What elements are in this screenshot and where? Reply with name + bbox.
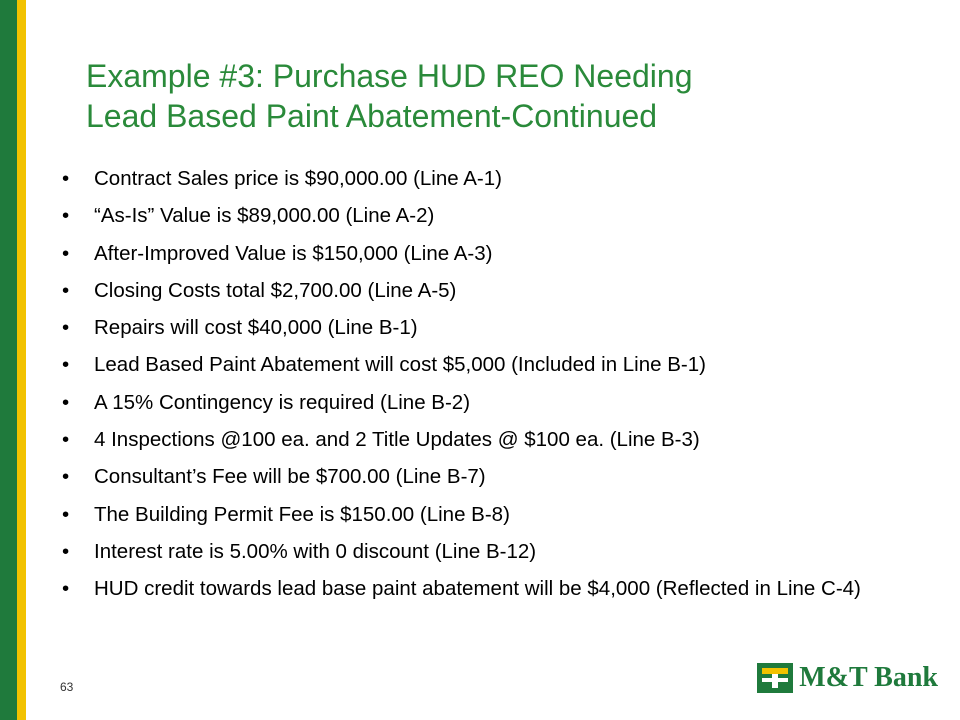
left-green-stripe bbox=[0, 0, 17, 720]
bullet-icon: • bbox=[62, 502, 70, 526]
bullet-item bbox=[62, 166, 942, 191]
bullet-item bbox=[62, 241, 942, 266]
bullet-text: 4 Inspections @100 ea. and 2 Title Updates @ $100 ea. (Line B-3) bbox=[94, 428, 700, 452]
slide-title bbox=[86, 56, 906, 136]
bullet-text: A 15% Contingency is required (Line B-2) bbox=[94, 390, 471, 414]
bullet-list bbox=[62, 166, 942, 614]
mt-bank-logo-icon bbox=[757, 663, 793, 693]
bullet-item bbox=[62, 576, 942, 601]
bullet-icon: • bbox=[62, 428, 70, 452]
bullet-text: HUD credit towards lead base paint abatement will be $4,000 (Reflected in Line C-4) bbox=[94, 577, 861, 601]
bullet-text: Closing Costs total $2,700.00 (Line A-5) bbox=[94, 278, 457, 302]
bullet-icon: • bbox=[62, 577, 70, 601]
title-line-2: Lead Based Paint Abatement-Continued bbox=[86, 98, 658, 134]
bullet-text: The Building Permit Fee is $150.00 (Line B-8) bbox=[94, 502, 510, 526]
bullet-text: Consultant’s Fee will be $700.00 (Line B-7) bbox=[94, 465, 486, 489]
bullet-icon: • bbox=[62, 204, 70, 228]
bullet-icon: • bbox=[62, 167, 70, 190]
bullet-text: Lead Based Paint Abatement will cost $5,000 (Included in Line B-1) bbox=[94, 353, 706, 377]
mt-bank-logo bbox=[757, 658, 938, 698]
bullet-item bbox=[62, 502, 942, 527]
left-yellow-stripe bbox=[17, 0, 26, 720]
bullet-icon: • bbox=[62, 539, 70, 563]
bullet-text: Interest rate is 5.00% with 0 discount (Line B-12) bbox=[94, 539, 537, 563]
bullet-icon: • bbox=[62, 465, 70, 489]
bullet-icon: • bbox=[62, 316, 70, 340]
bullet-text: Repairs will cost $40,000 (Line B-1) bbox=[94, 316, 418, 340]
bullet-text: After-Improved Value is $150,000 (Line A-3) bbox=[94, 241, 493, 265]
bullet-item bbox=[62, 203, 942, 228]
bullet-text: “As-Is” Value is $89,000.00 (Line A-2) bbox=[94, 204, 435, 228]
page-number: 63 bbox=[60, 680, 74, 694]
bullet-icon: • bbox=[62, 278, 70, 302]
bullet-item bbox=[62, 464, 942, 489]
bullet-item bbox=[62, 539, 942, 564]
title-line-1: Example #3: Purchase HUD REO Needing bbox=[86, 58, 693, 94]
bullet-icon: • bbox=[62, 241, 70, 265]
bullet-item bbox=[62, 278, 942, 303]
logo-text: M&T Bank bbox=[799, 662, 938, 693]
bullet-item bbox=[62, 427, 942, 452]
bullet-text: Contract Sales price is $90,000.00 (Line A-1) bbox=[94, 167, 502, 190]
bullet-icon: • bbox=[62, 353, 70, 377]
bullet-item bbox=[62, 352, 942, 377]
bullet-item bbox=[62, 390, 942, 415]
bullet-item bbox=[62, 315, 942, 340]
bullet-icon: • bbox=[62, 390, 70, 414]
